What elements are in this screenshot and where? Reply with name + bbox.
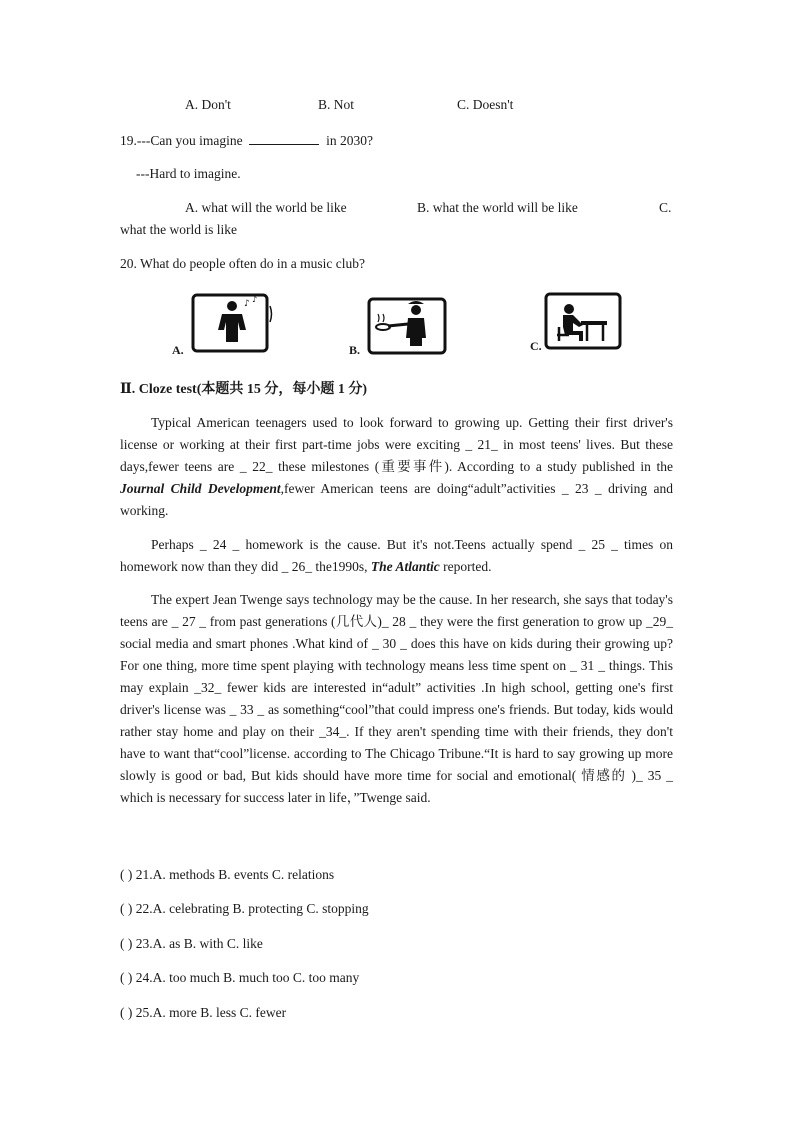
q20-label-a: A.	[172, 343, 184, 357]
p1-text-a: Typical American teenagers used to look forward to growing up. Getting their first driver's license or working at their first part-time jobs were exciting _ 21_ in most teens' lives. But these days,fewer teens are _ 22_ these milestones (重要事件). According to a study published in the	[120, 415, 673, 474]
q19-option-b: B. what the world will be like	[417, 200, 578, 215]
p2-text-b: reported.	[439, 559, 492, 574]
cloze-paragraph-2	[120, 534, 673, 578]
q19-question	[120, 132, 373, 149]
cook-picture-icon	[366, 296, 448, 356]
source-name: The Atlantic	[370, 559, 440, 574]
q19-blank	[249, 132, 319, 145]
question-25: ( ) 25.A. more B. less C. fewer	[120, 1005, 287, 1020]
question-21: ( ) 21.A. methods B. events C. relations	[120, 867, 335, 882]
q19-suffix: in 2030?	[326, 133, 373, 148]
cloze-paragraph-3: The expert Jean Twenge says technology may be the cause. In her research, she says that today's teens are _ 27 _ from past generations (几代人)_ 28 _ they were the first generation to grow up _29_ social media and smart phones .What kind of _ 30 _ does this have on kids during their growing up? For one thing, more time spent playing with technology means less time spent on _ 31 _ things. This may explain _32_ fewer kids are interested in“adult” activities .In high school, getting one's first driver's license was _ 33 _ as something“cool”that could impress one's friends. But today, kids would rather stay home and play on their _34_. If they aren't spending time with their friends, they don't have to want that“cool”license. according to The Chicago Tribune.“It is hard to say growing up more slowly is good or bad, But kids should have more time for social and emotional( 情感的 )_ 35 _ which is necessary for success later in life，”Twenge said.	[120, 592, 673, 805]
svg-text:♪: ♪	[252, 295, 258, 304]
cloze-paragraph-1	[120, 412, 673, 522]
q18-option-b: B. Not	[318, 97, 355, 112]
journal-name: Journal Child Development	[120, 481, 281, 496]
question-23: ( ) 23.A. as B. with C. like	[120, 936, 263, 951]
svg-text:♪: ♪	[244, 299, 250, 309]
singer-picture-icon	[190, 292, 274, 354]
q18-option-a: A. Don't	[185, 97, 231, 112]
q19-answer: ---Hard to imagine.	[136, 166, 241, 181]
q19-option-c-tail: what the world is like	[120, 222, 237, 237]
q18-option-c: C. Doesn't	[457, 97, 514, 112]
q20-question: 20. What do people often do in a music club?	[120, 256, 365, 271]
question-22: ( ) 22.A. celebrating B. protecting C. stopping	[120, 901, 369, 916]
q20-label-c: C.	[530, 339, 542, 353]
p2-text-a: Perhaps _ 24 _ homework is the cause. But it's not.Teens actually spend _ 25 _ times on homework now than they did _ 26_ the1990s,	[120, 537, 673, 574]
section-heading: Ⅱ. Cloze test(本题共 15 分，每小题 1 分)	[120, 382, 368, 397]
q19-option-a: A. what will the world be like	[185, 200, 347, 215]
p1-text-b: ,fewer American teens are doing“adult”activities _ 23 _ driving and working.	[120, 481, 673, 518]
study-picture-icon	[543, 291, 623, 351]
q20-label-b: B.	[349, 343, 361, 357]
q19-prefix: 19.---Can you imagine	[120, 133, 243, 148]
question-24: ( ) 24.A. too much B. much too C. too many	[120, 970, 360, 985]
q19-option-c-head: C.	[659, 200, 672, 215]
